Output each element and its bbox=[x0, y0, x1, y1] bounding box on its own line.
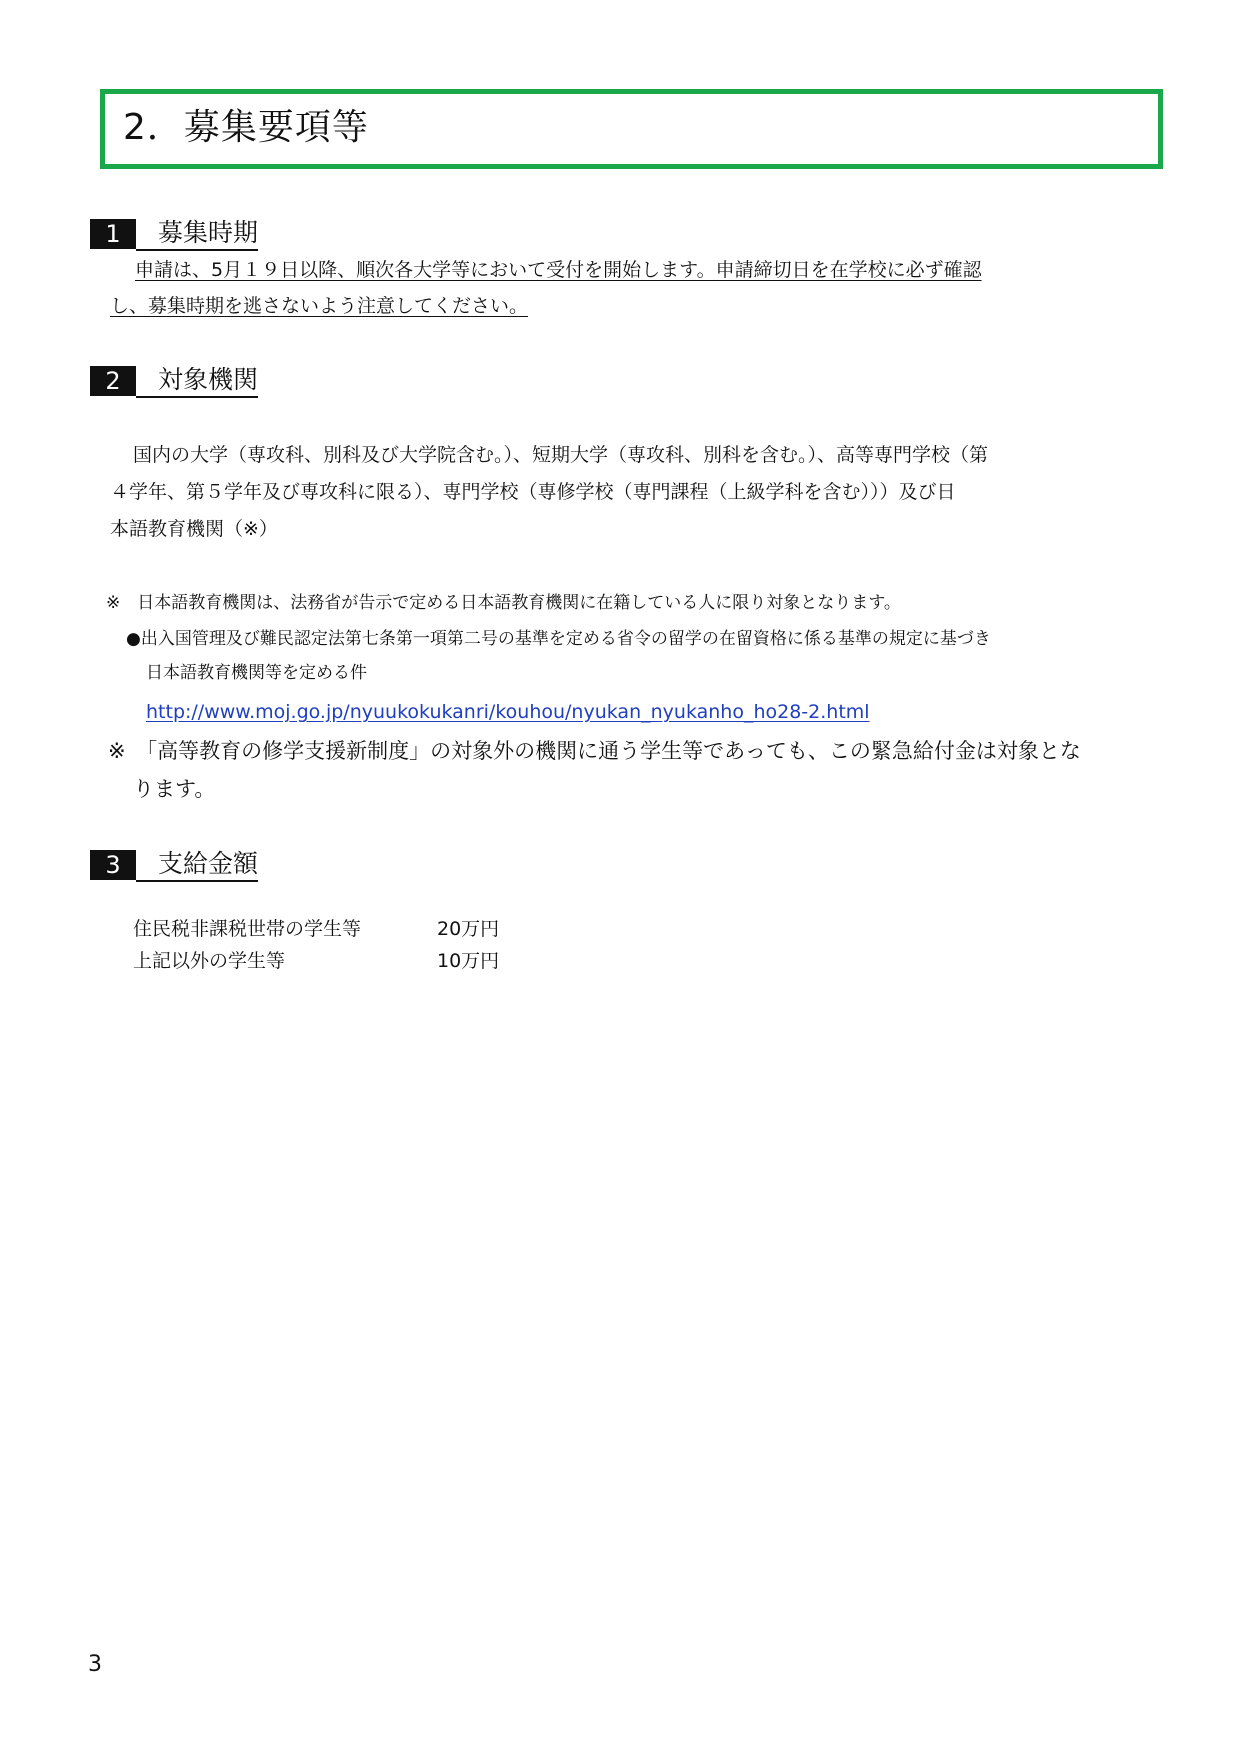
section-2-number: 2 bbox=[90, 366, 136, 396]
section-2-bullet-line-1: ●出入国管理及び難民認定法第七条第一項第二号の基準を定める省令の留学の在留資格に係る基準の規定に基づき bbox=[126, 629, 991, 649]
section-1-number: 1 bbox=[90, 219, 136, 249]
section-2-note-1: ※ 日本語教育機関は、法務省が告示で定める日本語教育機関に在籍している人に限り対象となります。 bbox=[106, 593, 901, 613]
amount-row-1-label: 住民税非課税世帯の学生等 bbox=[133, 918, 362, 940]
section-1-title: 募集時期 bbox=[136, 219, 258, 251]
page-number: 3 bbox=[88, 1652, 102, 1677]
section-2-line-2: ４学年、第５学年及び専攻科に限る）、専門学校（専修学校（専門課程（上級学科を含む）））及び日 bbox=[110, 481, 956, 503]
section-2-note-2-line-2: ります。 bbox=[133, 777, 216, 801]
moj-link[interactable]: http://www.moj.go.jp/nyuukokukanri/kouhou/nyukan_nyukanho_ho28-2.html bbox=[146, 701, 870, 723]
section-2-line-1: 国内の大学（専攻科、別科及び大学院含む。）、短期大学（専攻科、別科を含む。）、高等専門学校（第 bbox=[133, 444, 989, 466]
page-title-box bbox=[100, 89, 1163, 169]
amount-row-1-amount: 20万円 bbox=[437, 918, 500, 940]
section-2-title: 対象機関 bbox=[136, 366, 258, 398]
amount-row-2-label: 上記以外の学生等 bbox=[133, 950, 286, 972]
section-2-line-3: 本語教育機関（※） bbox=[110, 518, 278, 540]
section-2-note-2-line-1: ※ 「高等教育の修学支援新制度」の対象外の機関に通う学生等であっても、この緊急給付金は対象とな bbox=[108, 739, 1081, 763]
amount-row-2-amount: 10万円 bbox=[437, 950, 500, 972]
section-1-line-1: 申請は、5月１９日以降、順次各大学等において受付を開始します。申請締切日を在学校に必ず確認 bbox=[135, 259, 982, 281]
section-3-title: 支給金額 bbox=[136, 850, 258, 882]
section-3-number: 3 bbox=[90, 850, 136, 880]
section-1-line-2: し、募集時期を逃さないよう注意してください。 bbox=[110, 295, 529, 317]
page-title: 2．募集要項等 bbox=[123, 107, 369, 148]
section-2-bullet-line-2: 日本語教育機関等を定める件 bbox=[146, 663, 367, 683]
